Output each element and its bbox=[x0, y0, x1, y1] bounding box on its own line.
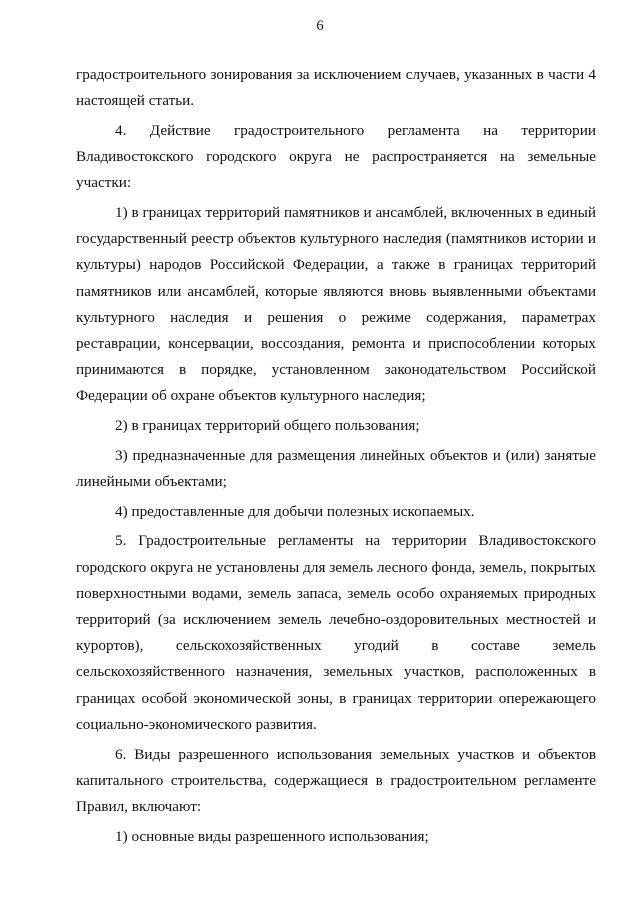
document-body bbox=[76, 62, 596, 853]
paragraph-subitem-1: 1) в границах территорий памятников и ансамблей, включенных в единый государственный реестр объектов культурного наследия (памятников истории и культуры) народов Российской Федерации, а также в границах территорий памятников или ансамблей, которые являются вновь выявленными объектами культурного наследия и решения о режиме содержания, параметрах реставрации, консервации, воссоздания, ремонта и приспособлении которых принимаются в порядке, установленном законодательством Российской Федерации об охране объектов культурного наследия; bbox=[76, 204, 596, 405]
paragraph-continuation: градостроительного зонирования за исключением случаев, указанных в части 4 настоящей статьи. bbox=[76, 66, 596, 110]
page-number: 6 bbox=[316, 18, 324, 34]
paragraph-subitem-4: 4) предоставленные для добычи полезных ископаемых. bbox=[115, 502, 475, 520]
paragraph-subitem-3: 3) предназначенные для размещения линейных объектов и (или) занятые линейными объектами; bbox=[76, 446, 596, 491]
paragraph-item-6: 6. Виды разрешенного использования земельных участков и объектов капитального строительства, содержащиеся в градостроительном регламенте Правил, включают: bbox=[76, 745, 596, 815]
paragraph-subitem-2: 2) в границах территорий общего пользования; bbox=[115, 417, 420, 435]
paragraph-item-5: 5. Градостроительные регламенты на территории Владивостокского городского округа не установлены для земель лесного фонда, земель, покрытых поверхностными водами, земель запаса, земель особо охраняемых природных территорий (за исключением земель лечебно-оздоровительных местностей и курортов), сельскохозяйственных угодий в составе земель сельскохозяйственного назначения, земельных участков, расположенных в границах особой экономической зоны, в границах территории опережающего социально-экономического развития. bbox=[76, 532, 596, 733]
paragraph-item-6-subitem-1: 1) основные виды разрешенного использования; bbox=[115, 827, 429, 845]
paragraph-item-4: 4. Действие градостроительного регламента на территории Владивостокского городского округа не распространяется на земельные участки: bbox=[76, 121, 596, 192]
